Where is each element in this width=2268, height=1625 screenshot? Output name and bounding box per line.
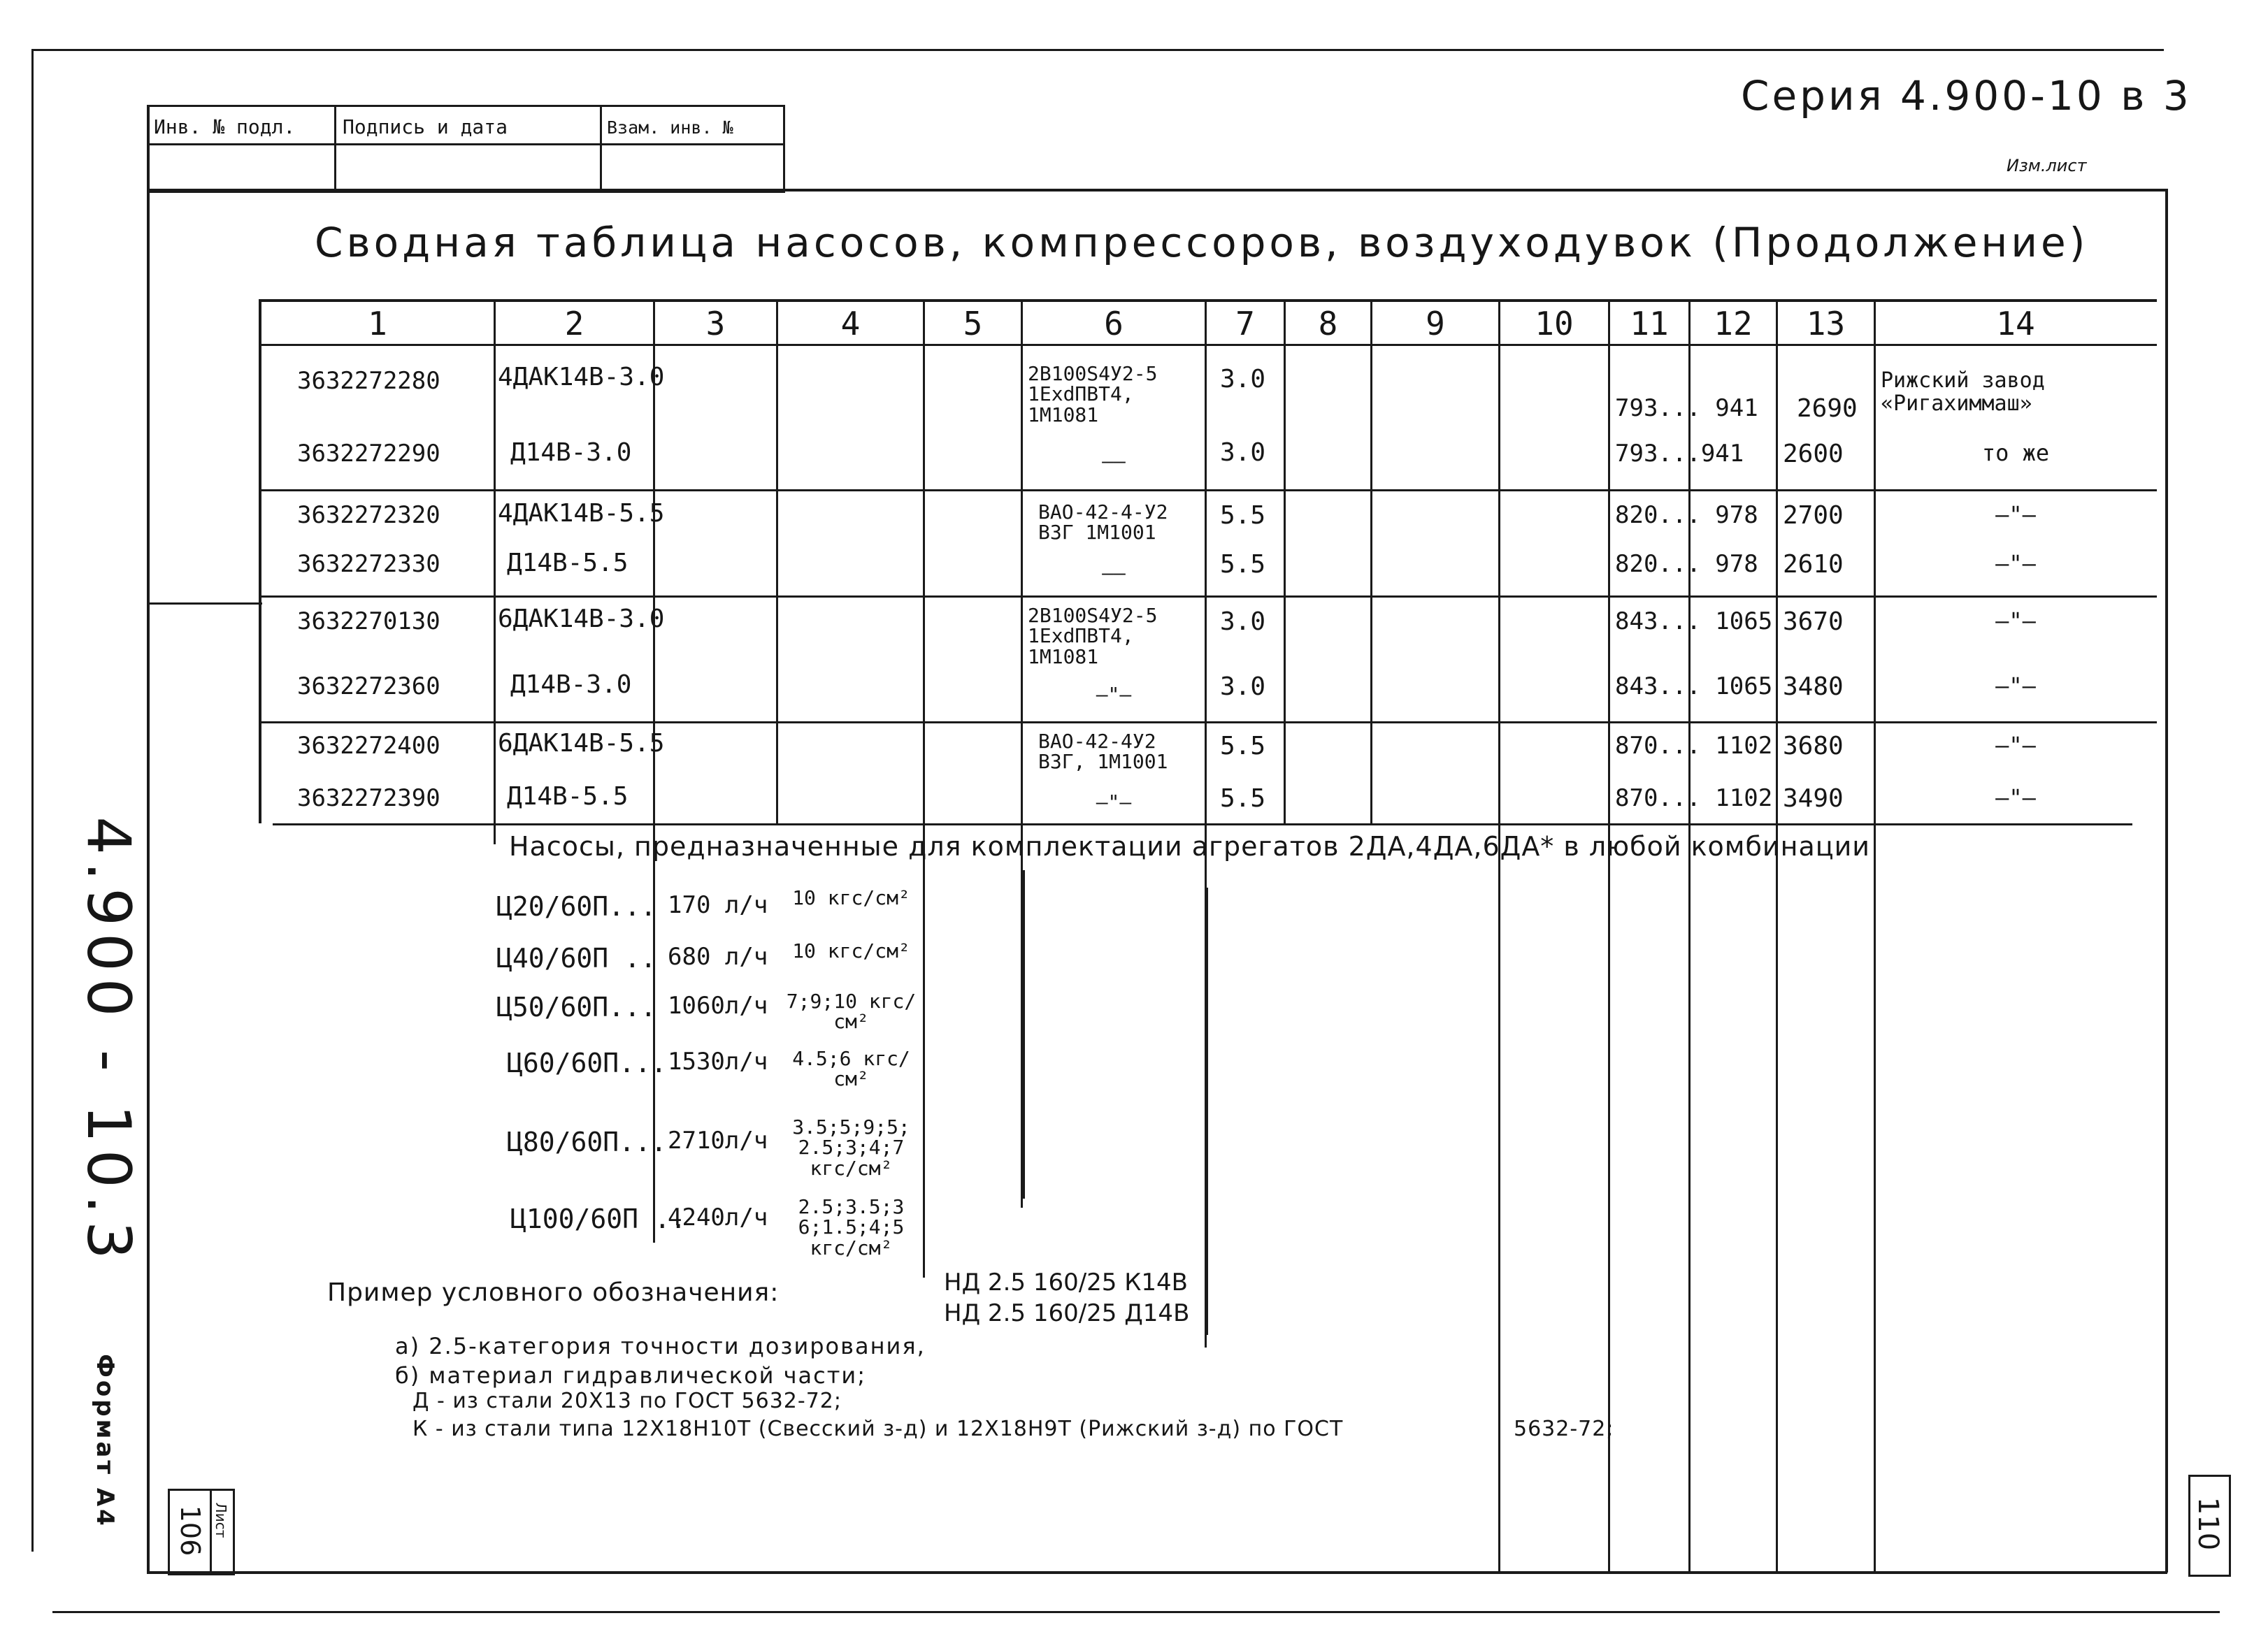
table-cell-range: 820... 978 xyxy=(1615,550,1758,578)
table-cell-range: 793...941 xyxy=(1615,440,1744,468)
col-header-10: 10 xyxy=(1535,305,1574,342)
table-header-line xyxy=(259,344,2157,346)
example-code-2: НД 2.5 160/25 Д14В xyxy=(944,1299,1190,1327)
col-header-5: 5 xyxy=(963,305,983,342)
col-header-6: 6 xyxy=(1104,305,1124,342)
table-cell-model: 4ДАК14В-5.5 xyxy=(498,499,665,528)
table-cell-code: 3632270130 xyxy=(297,607,440,635)
inner-frame-right xyxy=(2165,189,2168,1573)
table-cell-motor: 2В100S4У2-5 1ExdПВТ4, 1М1081 xyxy=(1028,604,1158,668)
pump-flow: 1530л/ч xyxy=(668,1048,768,1076)
table-cell-motor: —— xyxy=(1102,449,1126,472)
example-note-d: Д - из стали 20Х13 по ГОСТ 5632-72; xyxy=(412,1389,842,1413)
col-left-border xyxy=(259,299,261,823)
col-header-4: 4 xyxy=(840,305,861,342)
sheet-number-right: 110 xyxy=(2192,1496,2224,1551)
table-cell-model: Д14В-5.5 xyxy=(507,782,629,811)
pump-model: Ц80/60П... xyxy=(507,1127,667,1157)
format-label: Формат А4 xyxy=(91,1354,119,1529)
stamp-divider xyxy=(147,143,783,145)
col-sep-3 xyxy=(776,299,778,823)
col-sep-2 xyxy=(653,299,655,1243)
stamp-col-3 xyxy=(783,105,785,189)
table-cell-power: 5.5 xyxy=(1220,784,1266,813)
table-cell-range: 870... 1102 xyxy=(1615,732,1773,760)
table-cell-motor: —"— xyxy=(1096,790,1132,814)
sheet-number-left: 106 xyxy=(175,1505,206,1557)
table-cell-mass: 2700 xyxy=(1783,501,1844,530)
example-note-b: б) материал гидравлической части; xyxy=(395,1362,866,1389)
table-cell-range: 793... 941 xyxy=(1615,394,1758,422)
pump-model: Ц60/60П... xyxy=(507,1048,667,1078)
col-header-12: 12 xyxy=(1714,305,1753,342)
table-cell-maker: —"— xyxy=(1995,501,2036,528)
col-header-1: 1 xyxy=(368,305,387,342)
stamp-cell-inv: Инв. № подл. xyxy=(154,115,296,138)
table-cell-power: 3.0 xyxy=(1220,607,1266,636)
table-cell-maker: то же xyxy=(1981,440,2050,466)
row-sep-1 xyxy=(259,489,2157,491)
outer-frame-bottom xyxy=(52,1611,2220,1613)
table-cell-motor: ВАО-42-4-У2 В3Г 1М1001 xyxy=(1038,500,1168,544)
table-cell-power: 3.0 xyxy=(1220,672,1266,701)
table-cell-maker: —"— xyxy=(1995,607,2036,634)
table-cell-code: 3632272400 xyxy=(297,732,440,760)
row-sep-4 xyxy=(273,823,2132,825)
pump-model: Ц40/60П .. xyxy=(496,943,656,974)
inner-frame-bottom xyxy=(147,1571,2167,1574)
example-note-gost: 5632-72; xyxy=(1514,1417,1614,1441)
col-header-13: 13 xyxy=(1806,305,1846,342)
table-cell-mass: 2610 xyxy=(1783,550,1844,579)
table-cell-range: 820... 978 xyxy=(1615,501,1758,529)
col-header-8: 8 xyxy=(1318,305,1338,342)
sheet-note: Изм.лист xyxy=(2007,156,2087,175)
pump-model: Ц100/60П .. xyxy=(510,1204,687,1234)
table-cell-range: 843... 1065 xyxy=(1615,607,1773,635)
col-header-9: 9 xyxy=(1426,305,1445,342)
example-note-k: К - из стали типа 12Х18Н10Т (Свесский з-д) и 12Х18Н9Т (Рижский з-д) по ГОСТ xyxy=(412,1417,1344,1441)
outer-frame-top xyxy=(31,49,2164,51)
table-cell-code: 3632272360 xyxy=(297,672,440,700)
page-title: Сводная таблица насосов, компрессоров, воздуходувок (Продолжение) xyxy=(315,219,2089,266)
pumps-heading: Насосы, предназначенные для комплектации агрегатов 2ДА,4ДА,6ДА* в любой комбинации xyxy=(509,831,1870,862)
table-cell-maker: —"— xyxy=(1995,732,2036,758)
table-cell-mass: 3480 xyxy=(1783,672,1844,701)
table-cell-power: 5.5 xyxy=(1220,501,1266,530)
pump-pressure: 3.5;5;9;5; 2.5;3;4;7 кгс/см² xyxy=(792,1115,910,1180)
table-cell-range: 843... 1065 xyxy=(1615,672,1773,700)
table-cell-motor: ВАО-42-4У2 В3Г, 1М1001 xyxy=(1038,730,1168,774)
table-cell-maker: Рижский завод «Ригахиммаш» xyxy=(1881,368,2045,416)
stamp-cell-replace: Взам. инв. № xyxy=(607,117,733,138)
table-cell-code: 3632272320 xyxy=(297,501,440,529)
pump-rule-2 xyxy=(1206,888,1208,1335)
table-cell-code: 3632272290 xyxy=(297,440,440,468)
col-sep-7 xyxy=(1284,299,1286,823)
table-cell-model: 4ДАК14В-3.0 xyxy=(498,363,665,391)
table-cell-mass: 2600 xyxy=(1783,440,1844,468)
table-cell-power: 5.5 xyxy=(1220,550,1266,579)
stamp-col-1 xyxy=(334,105,336,189)
col-sep-8 xyxy=(1370,299,1372,823)
table-cell-maker: —"— xyxy=(1995,672,2036,699)
pump-pressure: 10 кгс/см² xyxy=(792,939,910,962)
row-sep-3 xyxy=(259,721,2157,723)
table-cell-code: 3632272330 xyxy=(297,550,440,578)
table-cell-range: 870... 1102 xyxy=(1615,784,1773,812)
col-header-14: 14 xyxy=(1996,305,2035,342)
example-note-a: а) 2.5-категория точности дозирования, xyxy=(395,1333,926,1359)
table-top-line xyxy=(259,299,2157,302)
col-header-2: 2 xyxy=(564,305,584,342)
pump-flow: 680 л/ч xyxy=(668,943,768,971)
example-code-1: НД 2.5 160/25 К14В xyxy=(944,1269,1188,1297)
table-cell-maker: —"— xyxy=(1995,784,2036,811)
left-margin-sep xyxy=(147,602,262,605)
table-cell-model: Д14В-3.0 xyxy=(510,438,632,467)
series-label: Серия 4.900-10 в 3 xyxy=(1741,72,2192,120)
table-cell-mass: 3490 xyxy=(1783,784,1844,813)
pump-pressure: 4.5;6 кгс/см² xyxy=(792,1047,910,1091)
table-cell-model: Д14В-5.5 xyxy=(507,549,629,577)
pump-pressure: 10 кгс/см² xyxy=(792,886,910,909)
sheet-label: Лист xyxy=(213,1502,229,1538)
stamp-col-2 xyxy=(600,105,602,189)
table-cell-power: 5.5 xyxy=(1220,732,1266,760)
pump-flow: 1060л/ч xyxy=(668,992,768,1020)
stamp-cell-sign: Подпись и дата xyxy=(343,115,508,138)
inner-frame-left xyxy=(147,105,150,1573)
table-cell-motor: —— xyxy=(1102,561,1126,584)
pump-flow: 2710л/ч xyxy=(668,1127,768,1155)
col-header-3: 3 xyxy=(705,305,726,342)
pump-flow: 170 л/ч xyxy=(668,891,768,919)
example-label: Пример условного обозначения: xyxy=(327,1278,780,1307)
col-sep-1 xyxy=(494,299,496,844)
table-cell-motor: —"— xyxy=(1096,683,1132,706)
pump-model: Ц20/60П... xyxy=(496,891,656,922)
table-cell-model: 6ДАК14В-5.5 xyxy=(498,729,665,758)
col-sep-4 xyxy=(923,299,925,1278)
pump-pressure: 2.5;3.5;3 6;1.5;4;5 кгс/см² xyxy=(798,1195,905,1259)
pump-rule-1 xyxy=(1023,870,1025,1199)
table-cell-model: Д14В-3.0 xyxy=(510,670,632,699)
col-header-11: 11 xyxy=(1630,305,1669,342)
table-cell-power: 3.0 xyxy=(1220,438,1266,467)
col-header-7: 7 xyxy=(1235,305,1255,342)
table-cell-mass: 3670 xyxy=(1783,607,1844,636)
table-cell-model: 6ДАК14В-3.0 xyxy=(498,605,665,633)
pump-pressure: 7;9;10 кгс/см² xyxy=(786,990,917,1034)
outer-frame-left xyxy=(31,49,34,1552)
table-cell-motor: 2В100S4У2-5 1ExdПВТ4, 1М1081 xyxy=(1028,362,1158,426)
pump-flow: 4240л/ч xyxy=(668,1204,768,1232)
table-cell-maker: —"— xyxy=(1995,550,2036,577)
sheet-box-divider xyxy=(210,1489,212,1571)
document-code: 4.900 - 10.3 xyxy=(73,816,143,1266)
pump-model: Ц50/60П... xyxy=(496,992,656,1023)
table-cell-code: 3632272280 xyxy=(297,367,440,395)
table-cell-mass: 2690 xyxy=(1797,394,1858,423)
table-cell-code: 3632272390 xyxy=(297,784,440,812)
table-cell-power: 3.0 xyxy=(1220,365,1266,393)
table-cell-mass: 3680 xyxy=(1783,732,1844,760)
row-sep-2 xyxy=(259,595,2157,598)
